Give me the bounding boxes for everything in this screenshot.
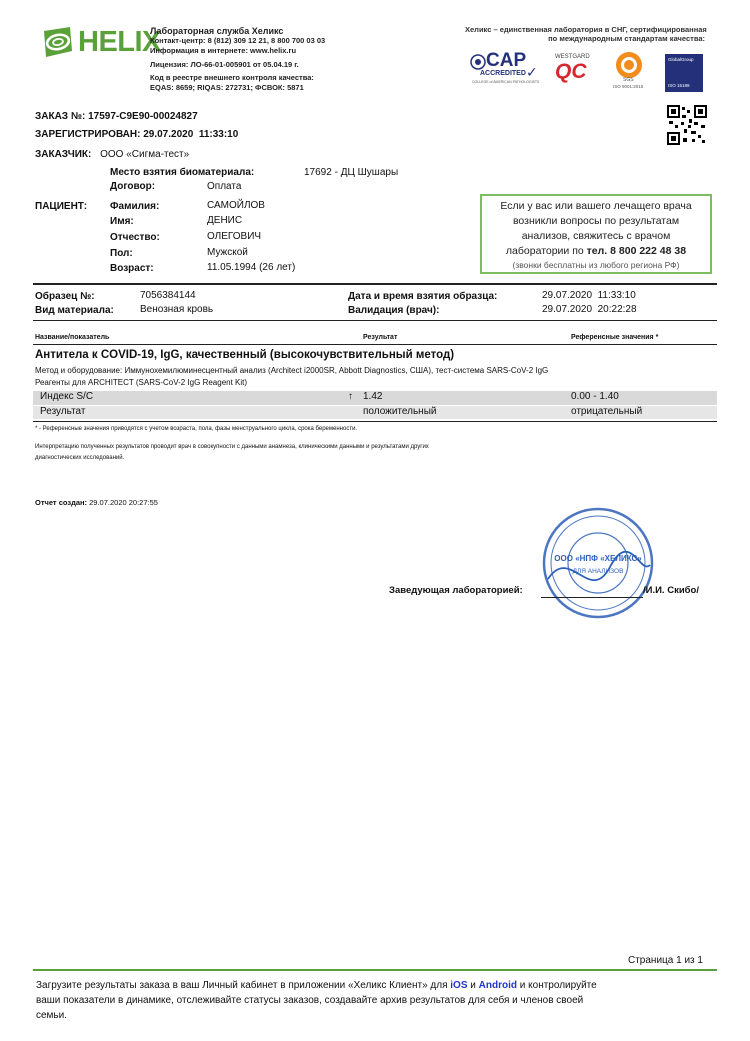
age-label: Возраст:	[110, 263, 154, 274]
ios-link[interactable]: iOS	[450, 980, 468, 991]
place-value: 17692 - ДЦ Шушары	[304, 167, 399, 178]
signature-line	[541, 597, 643, 598]
divider	[33, 320, 717, 321]
sgs-text: SGS	[623, 77, 634, 83]
collection-datetime: 29.07.2020 11:33:10	[542, 290, 636, 301]
info-phone: тел. 8 800 222 48 38	[586, 245, 687, 257]
cap-accredited: ACCREDITED	[480, 70, 526, 77]
sample-number: 7056384144	[140, 290, 196, 301]
surname-value: САМОЙЛОВ	[207, 200, 265, 211]
age-value: 11.05.1994 (26 лет)	[207, 262, 296, 273]
row-1-reference: 0.00 - 1.40	[571, 391, 619, 402]
global-group-text: GlobalGroup	[668, 57, 694, 62]
info-line-4-text: лаборатории по	[505, 245, 587, 257]
cap-text: CAP	[486, 50, 527, 71]
reference-footnote: * - Референсные значения приводятся с учетом возраста, пола, фазы менструального цикла, срока беременности.	[35, 426, 358, 432]
name-label: Имя:	[110, 216, 134, 227]
head-of-lab-name: /И.И. Скибо/	[643, 585, 699, 596]
row-2-value: положительный	[363, 406, 437, 417]
info-line-4	[482, 245, 710, 257]
test-title: Антитела к COVID-19, IgG, качественный (высокочувствительный метод)	[35, 349, 455, 361]
lab-stamp-icon	[540, 505, 656, 621]
sex-label: Пол:	[110, 248, 133, 259]
registered-label: ЗАРЕГИСТРИРОВАН:	[35, 129, 141, 140]
footer-text	[36, 978, 718, 1023]
helix-logo-icon	[40, 25, 76, 59]
divider	[33, 344, 717, 345]
qr-code-icon	[667, 105, 707, 145]
collection-datetime-label: Дата и время взятия образца:	[348, 291, 498, 302]
cap-seal-icon	[470, 54, 486, 70]
validation-label: Валидация (врач):	[348, 305, 440, 316]
name-value: ДЕНИС	[207, 215, 243, 226]
interpretation-line-2: диагностических исследований.	[35, 455, 125, 461]
contact-center: Контакт-центр: 8 (812) 309 12 21, 8 800 700 03 03	[150, 36, 326, 45]
column-result-header: Результат	[363, 334, 398, 341]
customer-label: ЗАКАЗЧИК:	[35, 149, 92, 160]
material-label: Вид материала:	[35, 305, 114, 316]
head-of-lab-label: Заведующая лабораторией:	[389, 585, 523, 596]
divider	[33, 421, 717, 422]
row-2-reference: отрицательный	[571, 406, 643, 417]
footer-line-1-end: и контролируйте	[517, 980, 597, 991]
order-label: ЗАКАЗ №:	[35, 111, 86, 122]
info-line-1: Если у вас или вашего лечащего врача	[500, 200, 692, 212]
up-arrow-icon: ↑	[348, 391, 353, 402]
license: Лицензия: ЛО-66-01-005901 от 05.04.19 г.	[150, 60, 299, 69]
column-name-header: Название/показатель	[35, 334, 110, 341]
cap-badge	[470, 52, 546, 90]
row-1-value: 1.42	[363, 391, 383, 402]
stamp-subtext: ДЛЯ АНАЛИЗОВ	[572, 568, 624, 575]
sgs-badge	[608, 50, 653, 92]
report-created-datetime: 29.07.2020 20:27:55	[89, 498, 158, 507]
row-2-name: Результат	[40, 406, 86, 417]
logo-wordmark: HELIX	[78, 26, 161, 58]
cap-small: COLLEGE of AMERICAN PATHOLOGISTS	[472, 80, 540, 84]
surname-label: Фамилия:	[110, 201, 160, 212]
sample-label: Образец №:	[35, 291, 95, 302]
iso9001-text: ISO 9001:2015	[613, 84, 644, 89]
validation-datetime: 29.07.2020 20:22:28	[542, 304, 637, 315]
cert-line-1: Хеликс – единственная лаборатория в СНГ, сертифицированная	[465, 25, 707, 34]
report-created-label: Отчет создан:	[35, 498, 88, 507]
customer-name: ООО «Сигма-тест»	[100, 149, 190, 160]
iso15189-text: ISO 15189	[668, 83, 690, 88]
contact-doctor-box	[480, 194, 712, 274]
material-value: Венозная кровь	[140, 304, 214, 315]
footer-and: и	[467, 980, 479, 991]
info-line-3: анализов, свяжитесь с врачом	[521, 230, 671, 242]
qc-text: QC	[555, 60, 587, 83]
patronymic-value: ОЛЕГОВИЧ	[207, 231, 262, 242]
place-label: Место взятия биоматериала:	[110, 167, 255, 178]
footer-divider	[33, 969, 717, 971]
footer-line-3: семьи.	[36, 1010, 68, 1021]
footer-line-1	[36, 978, 718, 993]
contract-value: Оплата	[207, 181, 242, 192]
divider	[33, 283, 717, 285]
registered-datetime: 29.07.2020 11:33:10	[143, 129, 239, 140]
cert-line-2: по международным стандартам качества:	[548, 34, 705, 43]
registry-codes: EQAS: 8659; RIQAS: 272731; ФСВОК: 5871	[150, 83, 304, 92]
patient-label: ПАЦИЕНТ:	[35, 201, 88, 212]
info-line-5: (звонки бесплатны из любого региона РФ)	[512, 260, 680, 270]
westgard-badge	[553, 54, 599, 90]
footer-line-2: ваши показатели в динамике, отслеживайте статусы заказов, создавайте архив результатов для себя и членов своей	[36, 995, 584, 1006]
lab-name: Лабораторная служба Хеликс	[150, 26, 284, 36]
column-reference-header: Референсные значения *	[571, 334, 659, 341]
westgard-text: WESTGARD	[555, 54, 590, 60]
order-number: 17597-C9E90-00024827	[88, 111, 198, 122]
row-1-name: Индекс S/C	[40, 391, 94, 402]
registry-label: Код в реестре внешнего контроля качества:	[150, 73, 314, 82]
method-line-2: Реагенты для ARCHITECT (SARS-CoV-2 IgG Reagent Kit)	[35, 378, 248, 387]
android-link[interactable]: Android	[478, 980, 517, 991]
sex-value: Мужской	[207, 247, 248, 258]
helix-logo	[40, 22, 161, 62]
global-group-badge	[665, 54, 703, 92]
stamp-text: ООО «НПФ «ХЕЛИКС»	[554, 554, 642, 563]
sgs-seal-icon	[614, 50, 644, 80]
method-line-1: Метод и оборудование: Иммунохемилюминесцентный анализ (Architect i2000SR, Abbott Diagnostics, США), тест-система SARS-CoV-2 IgG	[35, 366, 549, 375]
cap-checkmark-icon: ✓	[526, 64, 538, 80]
info-line-2: возникли вопросы по результатам	[512, 215, 680, 227]
page-number: Страница 1 из 1	[628, 955, 703, 966]
footer-line-1-text: Загрузите результаты заказа в ваш Личный кабинет в приложении «Хеликс Клиент» для	[36, 980, 451, 991]
internet-info: Информация в интернете: www.helix.ru	[150, 46, 297, 55]
patronymic-label: Отчество:	[110, 232, 160, 243]
contract-label: Договор:	[110, 181, 156, 192]
interpretation-line-1: Интерпретацию полученных результатов проводит врач в совокупности с данными анамнеза, клиническими данными и результатами других	[35, 444, 429, 450]
